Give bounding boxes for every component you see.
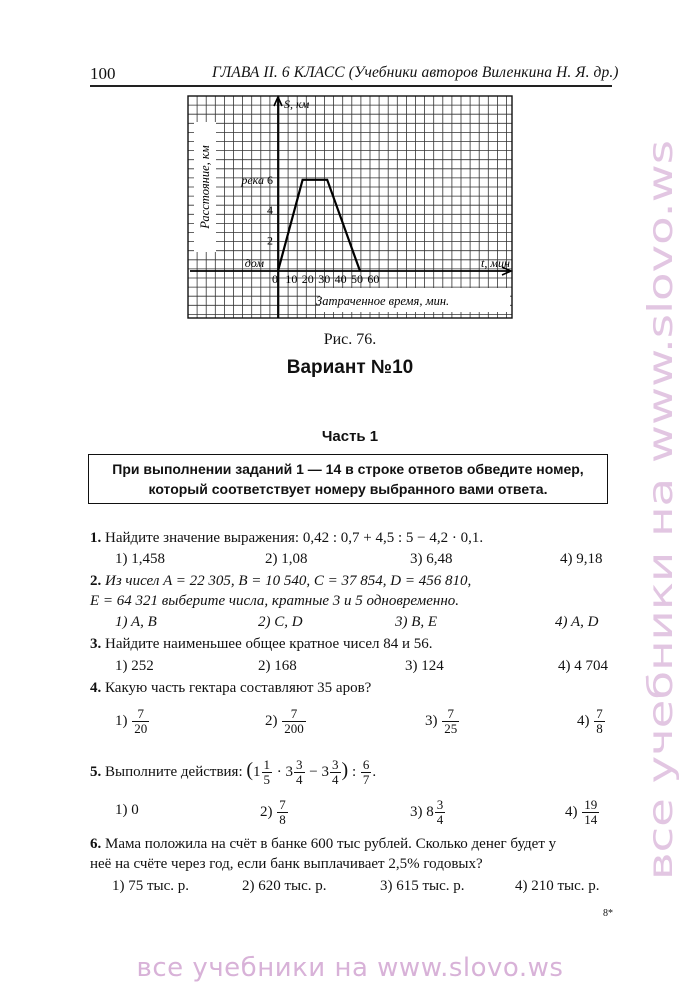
question-text-line-1: Мама положила на счёт в банке 600 тыс рублей. Сколько денег будет у [105, 836, 557, 852]
option-number: 4) [565, 803, 578, 820]
denominator: 4 [296, 772, 303, 787]
question-2 [90, 571, 615, 591]
denominator: 20 [134, 721, 148, 736]
q1-option-3[interactable]: 3) 6,48 [410, 551, 453, 567]
q5-option-1[interactable]: 1) 0 [115, 802, 139, 818]
x-axis-label: t, мин [481, 256, 510, 270]
numerator: 19 [584, 797, 598, 812]
place-bottom-label: дом [244, 256, 264, 270]
x-tick-label: 50 [351, 272, 363, 286]
q6-option-1[interactable]: 1) 75 тыс. р. [112, 878, 190, 894]
variant-title: Вариант №10 [286, 357, 414, 378]
numerator: 7 [596, 706, 603, 721]
running-header: ГЛАВА II. 6 КЛАСС (Учебники авторов Виленкина Н. Я. др.) [212, 64, 619, 81]
fraction [435, 798, 446, 827]
question-6 [90, 834, 615, 854]
numerator: 7 [132, 707, 149, 722]
question-text-line-1: Из чисел A = 22 305, B = 10 540, C = 37 854, D = 456 810, [105, 573, 472, 589]
denominator: 4 [436, 812, 444, 827]
times-sign: · [276, 763, 282, 780]
distance-line [278, 180, 360, 271]
numerator: 1 [263, 757, 271, 772]
corner-mark: 8* [603, 908, 613, 919]
denominator: 4 [332, 772, 339, 787]
question-number: 1. [90, 530, 102, 546]
q4-option-2[interactable] [265, 707, 307, 736]
question-text: Какую часть гектара составляют 35 аров? [105, 680, 372, 696]
divide-sign: : [351, 763, 357, 780]
x-tick-label: 20 [301, 272, 314, 286]
mixed-whole: 3 [321, 763, 330, 780]
q2-option-1[interactable]: 1) A, B [115, 614, 157, 630]
numerator: 7 [282, 707, 306, 722]
q2-option-3[interactable]: 3) B, E [395, 614, 438, 630]
part-title: Часть 1 [321, 428, 379, 445]
mixed-whole: 3 [285, 763, 294, 780]
q1-option-2[interactable]: 2) 1,08 [265, 551, 308, 567]
question-2-line-2: E = 64 321 выберите числа, кратные 3 и 5 одновременно. [90, 593, 460, 609]
option-number: 4) [577, 712, 590, 729]
minus-sign: − [309, 763, 318, 780]
q1-option-4[interactable]: 4) 9,18 [560, 551, 603, 567]
x-axis-title: Затраченное время, мин. [316, 294, 450, 308]
q4-option-1[interactable] [115, 707, 150, 736]
place-top-label: река [241, 172, 264, 187]
chart-grid [188, 96, 512, 318]
q1-option-1[interactable]: 1) 1,458 [115, 551, 165, 567]
question-number: 4. [90, 680, 102, 696]
question-4 [90, 678, 615, 698]
y-axis-label: S, км [284, 97, 310, 111]
denominator: 14 [584, 812, 598, 827]
question-1 [90, 528, 615, 548]
question-3 [90, 634, 615, 654]
fraction [294, 758, 305, 787]
chart-series [278, 180, 360, 271]
q6-option-3[interactable]: 3) 615 тыс. р. [380, 878, 465, 894]
instruction-line-2: который соответствует номеру выбранного вами ответа. [148, 481, 548, 497]
numerator: 3 [436, 797, 444, 812]
instruction-line-1: При выполнении заданий 1 — 14 в строке ответов обведите номер, [112, 461, 584, 477]
option-number: 3) [410, 803, 423, 820]
fraction [262, 758, 273, 787]
y-tick-label: 6 [267, 172, 273, 187]
q3-option-3[interactable]: 3) 124 [405, 658, 444, 674]
denominator: 8 [279, 812, 286, 827]
x-tick-label: 0 [272, 272, 278, 286]
denominator: 200 [284, 721, 304, 736]
q2-option-2[interactable]: 2) C, D [258, 614, 303, 630]
fraction [361, 758, 372, 787]
option-number: 2) [265, 712, 278, 729]
q2-option-4[interactable]: 4) A, D [555, 614, 599, 630]
numerator: 3 [332, 757, 339, 772]
q5-option-3[interactable] [410, 798, 446, 827]
option-number: 2) [260, 803, 273, 820]
question-text: Выполните действия: [105, 763, 243, 780]
denominator: 8 [596, 721, 603, 736]
figure-caption: Рис. 76. [323, 331, 377, 348]
mixed-whole: 1 [253, 763, 261, 780]
denominator: 7 [362, 772, 370, 787]
header-rule [90, 85, 612, 87]
fraction [442, 707, 459, 736]
fraction [330, 758, 341, 787]
question-text: Найдите значение выражения: 0,42 : 0,7 + 4,5 : 5 − 4,2 · 0,1. [105, 530, 484, 546]
mixed-whole: 8 [426, 803, 434, 820]
q5-option-2[interactable] [260, 798, 289, 827]
x-tick-label: 30 [318, 272, 331, 286]
q4-option-3[interactable] [425, 707, 460, 736]
option-number: 3) [425, 712, 438, 729]
numerator: 6 [362, 757, 370, 772]
page-number: 100 [90, 64, 116, 83]
close-paren: ) [341, 758, 349, 781]
option-number: 1) [115, 712, 128, 729]
q4-option-4[interactable] [577, 707, 606, 736]
question-number: 6. [90, 836, 102, 852]
numerator: 7 [442, 707, 459, 722]
q3-option-2[interactable]: 2) 168 [258, 658, 297, 674]
q3-option-4[interactable]: 4) 4 704 [558, 658, 608, 674]
question-number: 5. [90, 763, 102, 780]
denominator: 5 [263, 772, 271, 787]
question-text: Найдите наименьшее общее кратное чисел 84 и 56. [105, 636, 433, 652]
expression: ( [246, 758, 254, 781]
fraction [277, 798, 288, 827]
y-tick-label: 4 [267, 203, 273, 218]
y-tick-label: 2 [267, 233, 273, 248]
q3-option-1[interactable]: 1) 252 [115, 658, 154, 674]
q6-option-2[interactable]: 2) 620 тыс. р. [242, 878, 327, 894]
numerator: 7 [279, 797, 286, 812]
y-axis-title: Расстояние, км [198, 145, 212, 229]
fraction [594, 707, 605, 736]
fraction [132, 707, 149, 736]
x-tick-label: 60 [367, 272, 380, 286]
q6-option-4[interactable]: 4) 210 тыс. р. [515, 878, 600, 894]
q5-option-4[interactable] [565, 798, 600, 827]
question-5: 5. Выполните действия: (1 $\frac{1}{5}$ · 3 $\frac{3}{4}$ − 3 $\frac{3}{4}$ ) : $\frac{6}{7}$ . [90, 757, 377, 787]
instruction-box [88, 454, 608, 504]
numerator: 3 [296, 757, 303, 772]
question-6-line-2: неё на счёте через год, если банк выплачивает 2,5% годовых? [90, 856, 483, 872]
side-watermark-text: все учебники на www.slovo.ws [641, 340, 681, 880]
chart-frame [188, 96, 512, 318]
x-tick-label: 40 [334, 272, 347, 286]
question-number: 2. [90, 573, 102, 589]
denominator: 25 [444, 721, 458, 736]
fraction [582, 798, 599, 827]
side-watermark [630, 120, 690, 880]
x-tick-label: 10 [285, 272, 298, 286]
question-number: 3. [90, 636, 102, 652]
bottom-watermark: все учебники на www.slovo.ws [136, 953, 564, 983]
fraction [282, 707, 306, 736]
distance-time-chart [180, 92, 520, 322]
